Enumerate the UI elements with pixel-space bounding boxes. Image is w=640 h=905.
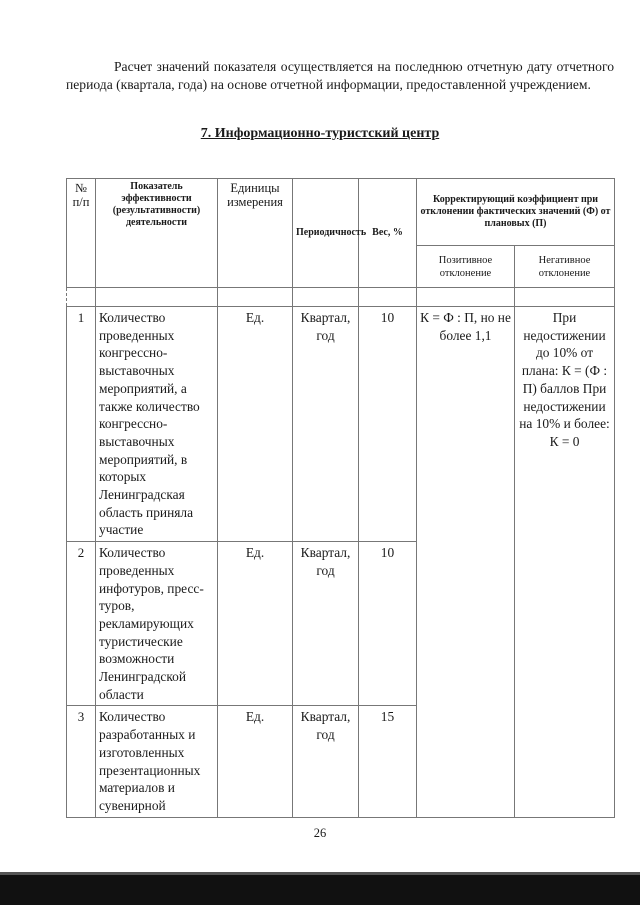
row-weight: 10 (359, 542, 417, 706)
negative-rule: При недостижении до 10% от плана: К = (Ф : П) баллов При недостижении на 10% и более: К = 0 (515, 307, 615, 818)
row-number: 3 (67, 706, 96, 817)
header-coefficient: Корректирующий коэффициент при отклонении фактических значений (Ф) от плановых (П) (417, 179, 615, 246)
section-title-text: 7. Информационно-туристский центр (200, 126, 440, 141)
header-weight: Вес, % (359, 179, 417, 288)
row-units: Ед. (218, 542, 293, 706)
page-number: 26 (313, 826, 327, 840)
header-period: Периодичность (293, 179, 359, 288)
indicators-table (66, 178, 615, 818)
row-weight: 10 (359, 307, 417, 542)
scan-edge-bar (0, 872, 640, 905)
header-negative: Негативное отклонение (515, 246, 615, 288)
row-units: Ед. (218, 307, 293, 542)
row-period: Квартал, год (293, 307, 359, 542)
row-indicator: Количество проведенных инфотуров, пресс-туров, рекламирующих туристические возможности Ленинградской области (96, 542, 218, 706)
header-units: Единицы измерения (218, 179, 293, 288)
intro-paragraph (66, 58, 614, 93)
intro-text: Расчет значений показателя осуществляется на последнюю отчетную дату отчетного периода (квартала, года) на основе отчетной информации, предоставленной учреждением. (66, 59, 614, 92)
table-row (67, 307, 615, 542)
row-period: Квартал, год (293, 706, 359, 817)
row-indicator: Количество проведенных конгрессно-выставочных мероприятий, а также количество конгрессно-выставочных мероприятий, в которых Ленинградская область приняла участие (96, 307, 218, 542)
header-num: № п/п (67, 179, 96, 288)
row-number: 1 (67, 307, 96, 542)
positive-rule: К = Ф : П, но не более 1,1 (417, 307, 515, 818)
row-period: Квартал, год (293, 542, 359, 706)
row-weight: 15 (359, 706, 417, 817)
header-row (67, 179, 615, 246)
header-indicator: Показатель эффективности (результативности) деятельности (96, 179, 218, 288)
header-positive: Позитивное отклонение (417, 246, 515, 288)
row-units: Ед. (218, 706, 293, 817)
section-title (0, 126, 640, 142)
row-indicator: Количество разработанных и изготовленных презентационных материалов и сувенирной (96, 706, 218, 817)
row-number: 2 (67, 542, 96, 706)
blank-row (67, 288, 615, 307)
